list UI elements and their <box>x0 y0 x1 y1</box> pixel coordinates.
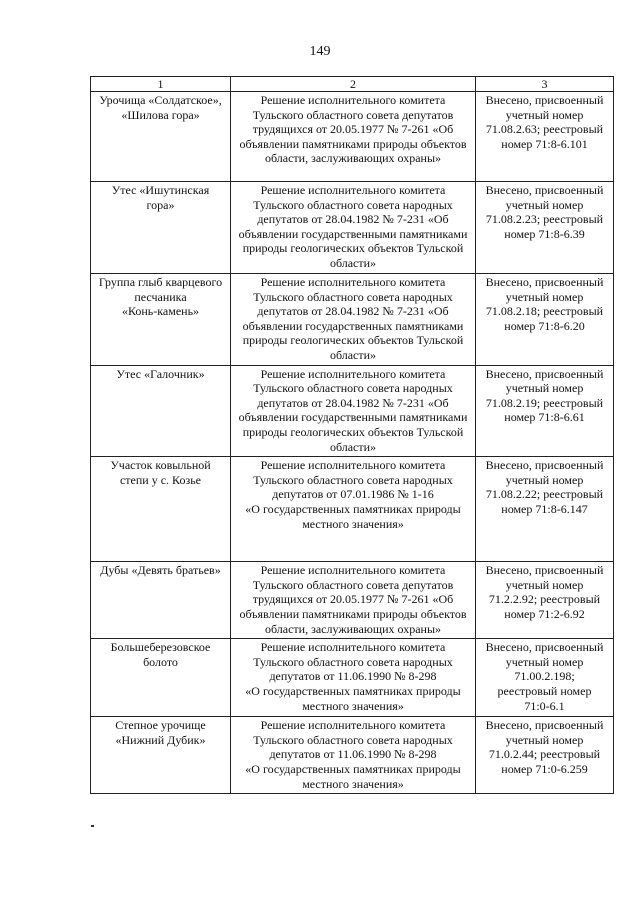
object-name-cell <box>91 274 231 366</box>
column-header-2: 2 <box>231 77 476 92</box>
object-name: Дубы «Девять братьев» <box>100 563 221 578</box>
decision-cell <box>231 274 476 366</box>
decision-text: Решение исполнительного комитета Тульского областного совета народных депутатов от 28.04.1982 № 7-231 «Об объявлении государственными памятниками природы геологических объектов Тульской области» <box>238 183 468 270</box>
status-cell <box>476 562 614 639</box>
object-name-cell <box>91 365 231 457</box>
status-text: Внесено, присвоенный учетный номер 71.08.2.18; реестровый номер 71:8-6.20 <box>485 275 604 333</box>
status-text: Внесено, присвоенный учетный номер 71.0.2.44; реестровый номер 71:0-6.259 <box>485 718 604 776</box>
status-cell <box>476 639 614 717</box>
status-text: Внесено, присвоенный учетный номер 71.08.2.22; реестровый номер 71:8-6.147 <box>485 458 604 516</box>
object-name-cell <box>91 562 231 639</box>
object-name: Степное урочище «Нижний Дубик» <box>115 718 206 747</box>
status-text: Внесено, присвоенный учетный номер 71.00.2.198; реестровый номер 71:0-6.1 <box>485 640 604 713</box>
decision-text: Решение исполнительного комитета Тульского областного совета депутатов трудящихся от 20.05.1977 № 7-261 «Об объявлении памятниками природы объектов области, заслуживающих охраны» <box>239 93 467 166</box>
object-name: Утес «Ишутинская гора» <box>111 183 210 212</box>
table-row <box>91 92 614 182</box>
status-cell <box>476 457 614 562</box>
object-name-cell <box>91 717 231 794</box>
object-name-cell <box>91 92 231 182</box>
status-text: Внесено, присвоенный учетный номер 71.08.2.19; реестровый номер 71:8-6.61 <box>485 366 604 425</box>
table-header-row <box>91 77 614 92</box>
status-cell <box>476 92 614 182</box>
decision-text: Решение исполнительного комитета Тульского областного совета народных депутатов от 11.06.1990 № 8-298 «О государственных памятниках природы местного значения» <box>245 718 461 791</box>
monuments-table <box>90 76 614 794</box>
decision-cell <box>231 92 476 182</box>
page-number: 149 <box>309 44 331 59</box>
decision-text: Решение исполнительного комитета Тульского областного совета народных депутатов от 28.04.1982 № 7-231 «Об объявлении государственными памятниками природы геологических объектов Тульской области» <box>238 366 468 454</box>
status-cell <box>476 365 614 457</box>
object-name-cell <box>91 639 231 717</box>
decision-cell <box>231 562 476 639</box>
decision-cell <box>231 457 476 562</box>
status-cell <box>476 717 614 794</box>
status-text: Внесено, присвоенный учетный номер 71.08.2.63; реестровый номер 71:8-6.101 <box>485 93 604 151</box>
table-row <box>91 457 614 562</box>
decision-cell <box>231 182 476 274</box>
object-name: Участок ковыльной степи у с. Козье <box>110 458 211 487</box>
status-text: Внесено, присвоенный учетный номер 71.08.2.23; реестровый номер 71:8-6.39 <box>485 183 604 241</box>
status-cell <box>476 274 614 366</box>
table-row <box>91 274 614 366</box>
column-header-1: 1 <box>91 77 231 92</box>
decision-cell <box>231 639 476 717</box>
object-name-cell <box>91 182 231 274</box>
table-row <box>91 365 614 457</box>
decision-text: Решение исполнительного комитета Тульского областного совета депутатов трудящихся от 20.05.1977 № 7-261 «Об объявлении памятниками природы объектов области, заслуживающих охраны» <box>239 563 467 636</box>
column-header-3: 3 <box>476 77 614 92</box>
decision-text: Решение исполнительного комитета Тульского областного совета народных депутатов от 28.04.1982 № 7-231 «Об объявлении государственных памятниками природы геологических объектов Тульской области» <box>242 275 464 362</box>
table-row <box>91 182 614 274</box>
table-row <box>91 717 614 794</box>
decision-text: Решение исполнительного комитета Тульского областного совета народных депутатов от 11.06.1990 № 8-298 «О государственных памятниках природы местного значения» <box>245 640 461 713</box>
object-name-cell <box>91 457 231 562</box>
object-name: Утес «Галочник» <box>116 366 205 381</box>
table-row <box>91 639 614 717</box>
object-name: Большеберезовское болото <box>110 640 211 669</box>
scan-dot-mark <box>91 825 94 827</box>
status-cell <box>476 182 614 274</box>
status-text: Внесено, присвоенный учетный номер 71.2.2.92; реестровый номер 71:2-6.92 <box>485 563 604 621</box>
table-row <box>91 562 614 639</box>
decision-cell <box>231 717 476 794</box>
decision-text: Решение исполнительного комитета Тульского областного совета народных депутатов от 07.01.1986 № 1-16 «О государственных памятниках природы местного значения» <box>245 458 461 531</box>
object-name: Урочища «Солдатское», «Шилова гора» <box>99 93 222 122</box>
object-name: Группа глыб кварцевого песчаника «Конь-камень» <box>98 275 223 319</box>
decision-cell <box>231 365 476 457</box>
